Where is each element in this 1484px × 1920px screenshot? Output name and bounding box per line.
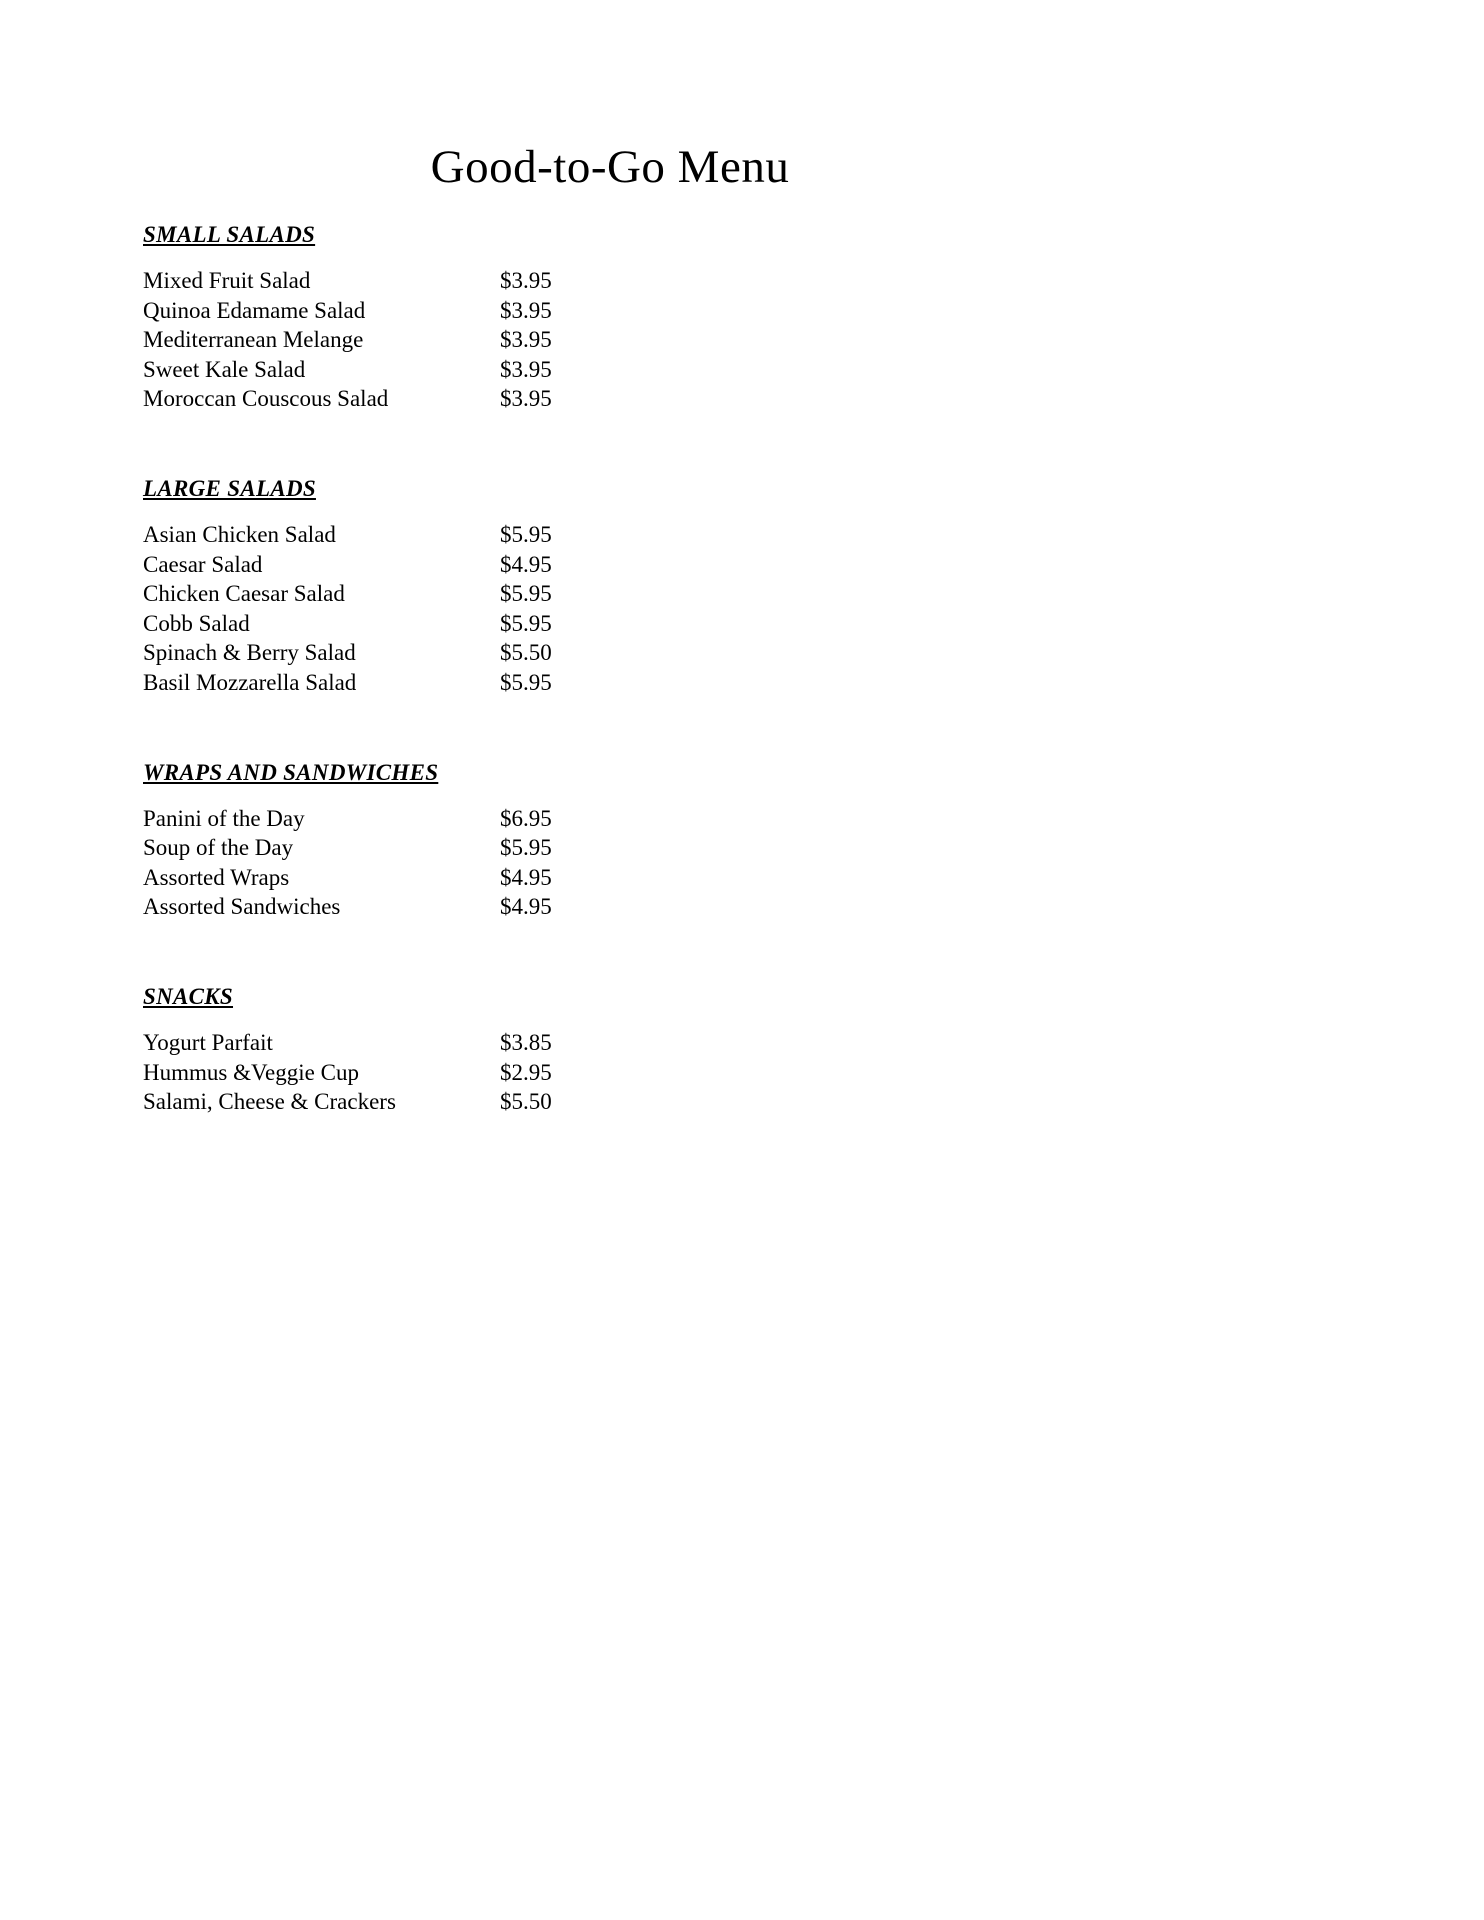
item-price: $5.50: [500, 1089, 552, 1115]
menu-item: [143, 384, 1143, 414]
menu-section: [143, 222, 1143, 414]
item-name: Panini of the Day: [143, 805, 305, 831]
item-list: [143, 520, 1143, 698]
menu-item: [143, 804, 1143, 834]
menu-item: [143, 325, 1143, 355]
item-price: $5.95: [500, 581, 552, 607]
menu-section: [143, 760, 1143, 922]
item-price: $4.95: [500, 864, 552, 890]
menu-item: [143, 1087, 1143, 1117]
section-heading: SMALL SALADS: [143, 222, 316, 247]
menu-item: [143, 1058, 1143, 1088]
menu-item: [143, 579, 1143, 609]
item-price: $3.95: [500, 386, 552, 412]
item-price: $6.95: [500, 805, 552, 831]
item-price: $5.95: [500, 835, 552, 861]
menu-item: [143, 638, 1143, 668]
item-list: [143, 1028, 1143, 1117]
item-name: Cobb Salad: [143, 610, 250, 636]
menu-item: [143, 833, 1143, 863]
item-name: Moroccan Couscous Salad: [143, 386, 389, 412]
item-price: $5.95: [500, 610, 552, 636]
item-price: $2.95: [500, 1059, 552, 1085]
item-price: $5.50: [500, 640, 552, 666]
menu-item: [143, 355, 1143, 385]
item-name: Yogurt Parfait: [143, 1029, 273, 1055]
item-price: $3.95: [500, 356, 552, 382]
item-name: Sweet Kale Salad: [143, 356, 306, 382]
menu-item: [143, 892, 1143, 922]
item-price: $3.95: [500, 327, 552, 353]
menu-item: [143, 609, 1143, 639]
item-name: Salami, Cheese & Crackers: [143, 1089, 396, 1115]
menu-item: [143, 296, 1143, 326]
item-name: Chicken Caesar Salad: [143, 581, 345, 607]
item-name: Quinoa Edamame Salad: [143, 297, 366, 323]
menu-item: [143, 863, 1143, 893]
menu-item: [143, 266, 1143, 296]
section-heading: LARGE SALADS: [143, 475, 316, 501]
item-list: [143, 266, 1143, 414]
item-name: Assorted Wraps: [143, 864, 290, 890]
menu-item: [143, 668, 1143, 698]
item-name: Mixed Fruit Salad: [143, 268, 311, 293]
item-name: Basil Mozzarella Salad: [143, 669, 357, 695]
item-name: Mediterranean Melange: [143, 327, 364, 353]
item-name: Spinach & Berry Salad: [143, 640, 356, 666]
menu-item: [143, 1028, 1143, 1058]
menu-section: [143, 476, 1143, 698]
item-name: Assorted Sandwiches: [143, 894, 341, 920]
item-price: $3.85: [500, 1029, 552, 1055]
menu-item: [143, 550, 1143, 580]
section-heading: SNACKS: [143, 983, 234, 1009]
item-price: $5.95: [500, 521, 552, 547]
item-price: $4.95: [500, 894, 552, 920]
item-price: $4.95: [500, 551, 552, 577]
item-name: Asian Chicken Salad: [143, 521, 336, 547]
menu-section: [143, 984, 1143, 1117]
page-title: Good-to-Go Menu: [430, 141, 790, 193]
item-list: [143, 804, 1143, 922]
item-name: Caesar Salad: [143, 551, 263, 577]
menu-content: [143, 222, 1143, 1117]
item-name: Soup of the Day: [143, 835, 294, 861]
menu-item: [143, 520, 1143, 550]
item-price: $3.95: [500, 268, 552, 293]
item-price: $3.95: [500, 297, 552, 323]
item-name: Hummus &Veggie Cup: [143, 1059, 359, 1085]
section-heading: WRAPS AND SANDWICHES: [143, 759, 439, 785]
item-price: $5.95: [500, 669, 552, 695]
